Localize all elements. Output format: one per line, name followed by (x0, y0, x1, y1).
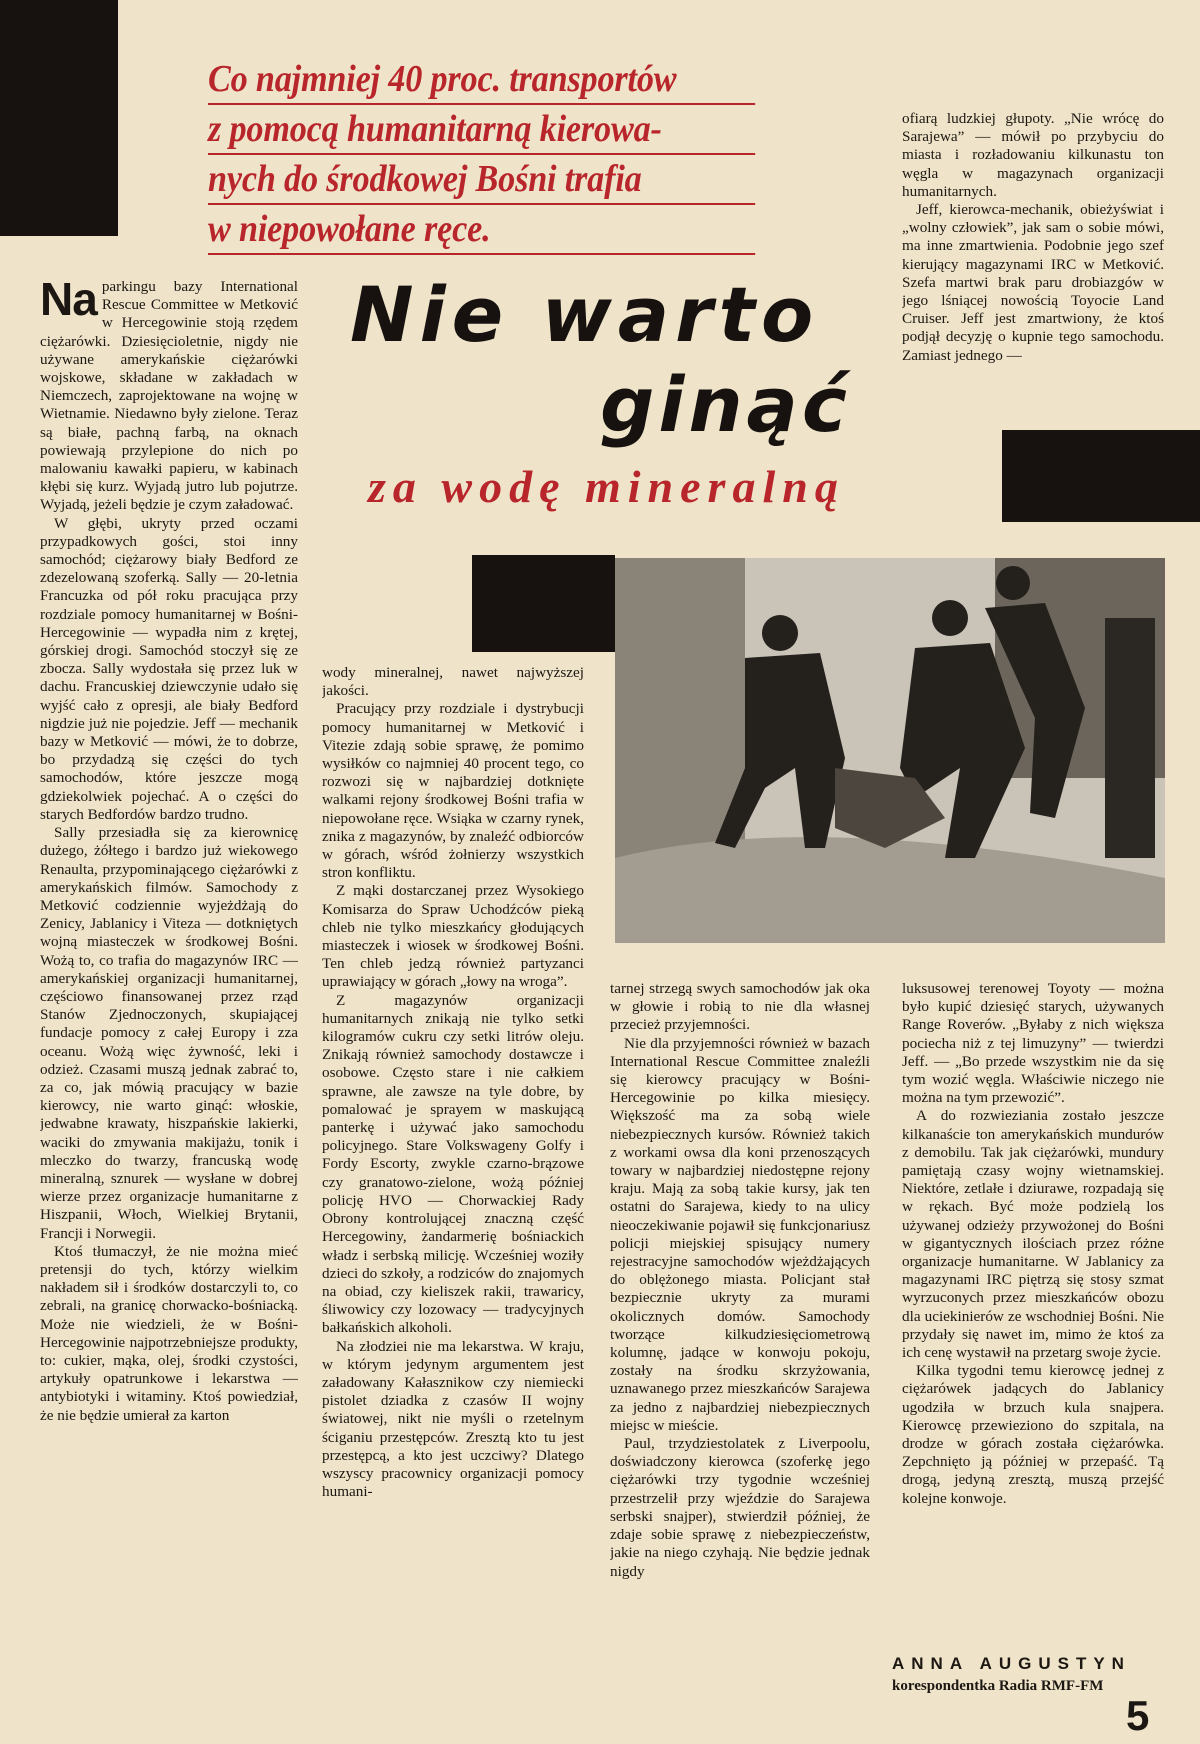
article-paragraph: wody mineralnej, nawet najwyższej jakości. (322, 664, 584, 700)
right-black-block (1002, 430, 1200, 522)
article-paragraph: tarnej strzegą swych samochodów jak oka w głowie i robią to nie dla własnej przecież przyjemności. (610, 980, 870, 1034)
article-column-2 (322, 664, 584, 1704)
paragraph-text: parkingu bazy International Rescue Committee w Metković w Hercegowinie stoją rzędem ciężarówki. Dziesięcioletnie, nigdy nie używane amerykańskie ciężarówki wojskowe, składane w zakładach w Niemczech, zaprojektowane na wojnę w Wietnamie. Niedawno były zielone. Teraz są białe, pachną farbą, na oknach powiewają przylepione do nich po malowaniu kawałki papieru, w kabinach kłębi się kurz. Wyjadą jutro lub pojutrze. Wyjadą, jeżeli będzie je czym załadować. (40, 278, 298, 514)
article-paragraph: Jeff, kierowca-mechanik, obieżyświat i „wolny człowiek”, jak sam o sobie mówi, ma inne zmartwienia. Podobnie jego szef kierujący magazynami IRC w Metković. Szefa martwi brak paru drobiazgów w jego lśniącej nowością Toyocie Land Cruiser. Jeff jest zmartwiony, że ktoś podjął decyzję o kupnie tego samochodu. Zamiast jednego — (902, 201, 1164, 364)
article-paragraph: Nie dla przyjemności również w bazach International Rescue Committee znaleźli się kierowcy pracujący w Bośni-Hercegowinie po kilka miesięcy. Większość ma za sobą wiele niebezpiecznych kursów. Również takich z workami owsa dla koni przenoszących towary w najbardziej niedostępne rejony kraju. Mają za sobą takie kursy, jak ten ostatni do Sarajewa, kiedy to na ulicy nieoczekiwanie pojawił się funkcjonariusz policji miejskiej spisujący numery rejestracyjne samochodów wjeżdżających do oblężonego miasta. Policjant stał bezpiecznie ukryty za murami okolicznych domów. Samochody tworzące kilkudziesięciometrową kolumnę, jadące w konwoju pokoju, zostały na środku skrzyżowania, uznawanego przez mieszkańców Sarajewa za jedno z najbardziej niebezpiecznych miejsc w mieście. (610, 1034, 870, 1434)
lead-line: w niepowołane ręce. (208, 208, 755, 255)
author-role: korespondentka Radia RMF-FM (892, 1678, 1104, 1694)
article-paragraph: Z mąki dostarczanej przez Wysokiego Komisarza do Spraw Uchodźców pieką chleb nie tylko mieszkańcy głodujących miasteczek i wiosek w środkowej Bośni. Ten chleb jedzą również partyzanci uprawiający w górach „łowy na wroga”. (322, 882, 584, 991)
page-number: 5 (1126, 1692, 1150, 1739)
corner-black-block (0, 0, 118, 236)
drop-cap: Na (40, 278, 97, 325)
article-column-1 (40, 278, 298, 1703)
headline-line-1: Nie warto (350, 270, 820, 359)
article-column-4-top (902, 110, 1164, 426)
news-photo (615, 558, 1165, 943)
photo-black-block (472, 555, 615, 652)
lead-line: nych do środkowej Bośni trafia (208, 158, 755, 205)
article-paragraph: Sally przesiadła się za kierownicę dużego, żółtego i bardzo już wiekowego Renaulta, przypominającego ciężarówki z amerykańskich filmów. Samochody z Metković codziennie wyjeżdżają do Zenicy, Jablanicy i Viteza — dotkniętych wojną miasteczek w środkowej Bośni. Wożą to, co trafia do magazynów IRC — amerykańskiej organizacji humanitarnej, częściowo finansowanej przez rząd Stanów Zjednoczonych, skupiającej fundacje pomocy z całej Europy i zza oceanu. Wożą więc żywność, leki i odzież. Czasami muszą jednak zabrać to, za co, jak mówią pracujący w bazie kierowcy, nie warto ginąć: włoskie, jedwabne krawaty, hiszpańskie lakierki, waciki do zmywania makijażu, tonik i mleczko do twarzy, francuską wodę mineralną, sznurek — wysłane w dobrej wierze przez organizacje humanitarne z Hiszpanii, Włoch, Wielkiej Brytanii, Francji i Norwegii. (40, 824, 298, 1242)
article-paragraph: luksusowej terenowej Toyoty — można było kupić dziesięć starych, używanych Range Roverów. „Byłaby z nich większa pociecha niż z tej limuzyny” — twierdzi Jeff. — „Bo przede wszystkim nie da się tym wozić węgla. Właściwie niczego nie można na tym przewozić”. (902, 980, 1164, 1107)
article-paragraph: Paul, trzydziestolatek z Liverpoolu, doświadczony kierowca (szoferkę jego ciężarówki trzy tygodnie wcześniej przestrzelił przy wjeździe do Sarajewa serbski snajper), stwierdził później, że zdaje sobie sprawę z niebezpieczeństw, jakie na niego czyhają. Nie będzie jednak nigdy (610, 1435, 870, 1580)
author-name: ANNA AUGUSTYN (892, 1654, 1131, 1673)
article-paragraph (40, 278, 298, 515)
article-paragraph: A do rozwieziania zostało jeszcze kilkanaście ton amerykańskich mundurów z demobilu. Tak jak ciężarówki, mundury pamiętają czasy wojny wietnamskiej. Niektóre, zetlałe i dziurawe, rozpadają się w rękach. Być może podzielą los używanej odzieży przywożonej do Bośni w gigantycznych ilościach przez różne organizacje humanitarne. W Jablanicy za magazynami IRC piętrzą się stosy szmat wyrzuconych przez mieszkańców obozu dla uciekinierów ze wschodniej Bośni. Nie przydały się nawet im, mimo że ktoś za ich cenę wystawił na przetarg swoje życie. (902, 1107, 1164, 1362)
article-paragraph: Na złodziei nie ma lekarstwa. W kraju, w którym jedynym argumentem jest załadowany Kałasznikow czy niemiecki pistolet dziadka z czasów II wojny światowej, nikt nie myśli o rzetelnym ściganiu przestępców. Zresztą kto tu jest przestępcą, a kto jest uczciwy? Dlatego wszyscy pracownicy organizacji pomocy humani- (322, 1337, 584, 1501)
photo-illustration (615, 558, 1165, 943)
article-paragraph: Kilka tygodni temu kierowcę jednej z ciężarówek jadących do Jablanicy ugodziła w brzuch kula snajpera. Kierowcę przewieziono do szpitala, na drodze w górach została ciężarówka. Zepchnięto ją później w przepaść. Tą drogą, jedyną zresztą, muszą przejść kolejne konwoje. (902, 1362, 1164, 1507)
lead-line: z pomocą humanitarną kierowa- (208, 108, 755, 155)
article-paragraph: W głębi, ukryty przed oczami przypadkowych gości, stoi inny samochód; ciężarowy biały Bedford ze zdezelowaną szoferką. Sally — 20-letnia Francuzka od pół roku pracująca przy rozdziale pomocy humanitarnej w Bośni-Hercegowinie — wypadła nim z krętej, górskiej drogi. Samochód stoczył się ze zbocza. Sally wydostała się przez luk w dachu. Francuskiej dziewczynie udało się wyjść cało z opresji, ale biały Bedford nigdzie już nie pojedzie. Jeff — mechanik bazy w Metković — mówi, że to dobrze, bo przydadzą się części do tych samochodów, które jeszcze mogą gdziekolwiek pojechać. A o części do starych Bedfordów bardzo trudno. (40, 514, 298, 823)
article-column-4 (902, 980, 1164, 1650)
article-paragraph: Pracujący przy rozdziale i dystrybucji pomocy humanitarnej w Metković i Vitezie zdają sobie sprawę, że pomimo wysiłków co najmniej 40 procent tego, co rozwozi się w najbardziej dotknięte walkami rejony środkowej Bośni trafia w niepowołane ręce. Wsiąka w czarny rynek, znika z magazynów, by znaleźć odbiorców w górach, wśród żołnierzy wszystkich stron konfliktu. (322, 700, 584, 882)
article-paragraph: Ktoś tłumaczył, że nie można mieć pretensji do tych, którzy wielkim nakładem sił i środków dostarczyli to, co zebrali, na granicę chorwacko-bośniacką. Może nie wiedzieli, że w Bośni-Hercegowinie najpotrzebniejsze produkty, to: cukier, mąka, olej, środki czystości, artykuły opatrunkowe i lekarstwa — antybiotyki i witaminy. Ktoś powiedział, że nie będzie umierał za karton (40, 1242, 298, 1424)
headline-line-2: ginąć (600, 360, 851, 449)
article-paragraph: ofiarą ludzkiej głupoty. „Nie wrócę do Sarajewa” — mówił po przybyciu do miasta i rozładowaniu kilkunastu ton węgla w magazynach organizacji humanitarnych. (902, 110, 1164, 200)
headline-subtitle: za wodę mineralną (368, 461, 845, 512)
lead-line: Co najmniej 40 proc. transportów (208, 58, 755, 105)
lead-paragraph (208, 58, 756, 258)
article-column-3 (610, 980, 870, 1702)
article-paragraph: Z magazynów organizacji humanitarnych znikają nie tylko setki kilogramów cukru czy setki litrów oleju. Znikają również samochody dostawcze i osobowe. Często stare i nie całkiem sprawne, ale zawsze na tyle dobre, by pomalować je sprayem w maskującą panterkę i używać jako samochodu policyjnego. Stare Volkswageny Golfy i Fordy Escorty, zwykle czarno-brązowe czy granatowo-zielone, wożą później policję HVO — Chorwackiej Rady Obrony kontrolującej znaczną część Hercegowiny, żandarmerię bośniackich władz i serbską milicję. Wcześniej woziły dzieci do szkoły, a rodziców do znajomych na obiad, czy kieliszek rakii, trawaricy, śliwowicy czy lozowacy — tradycyjnych bałkańskich alkoholi. (322, 991, 584, 1337)
